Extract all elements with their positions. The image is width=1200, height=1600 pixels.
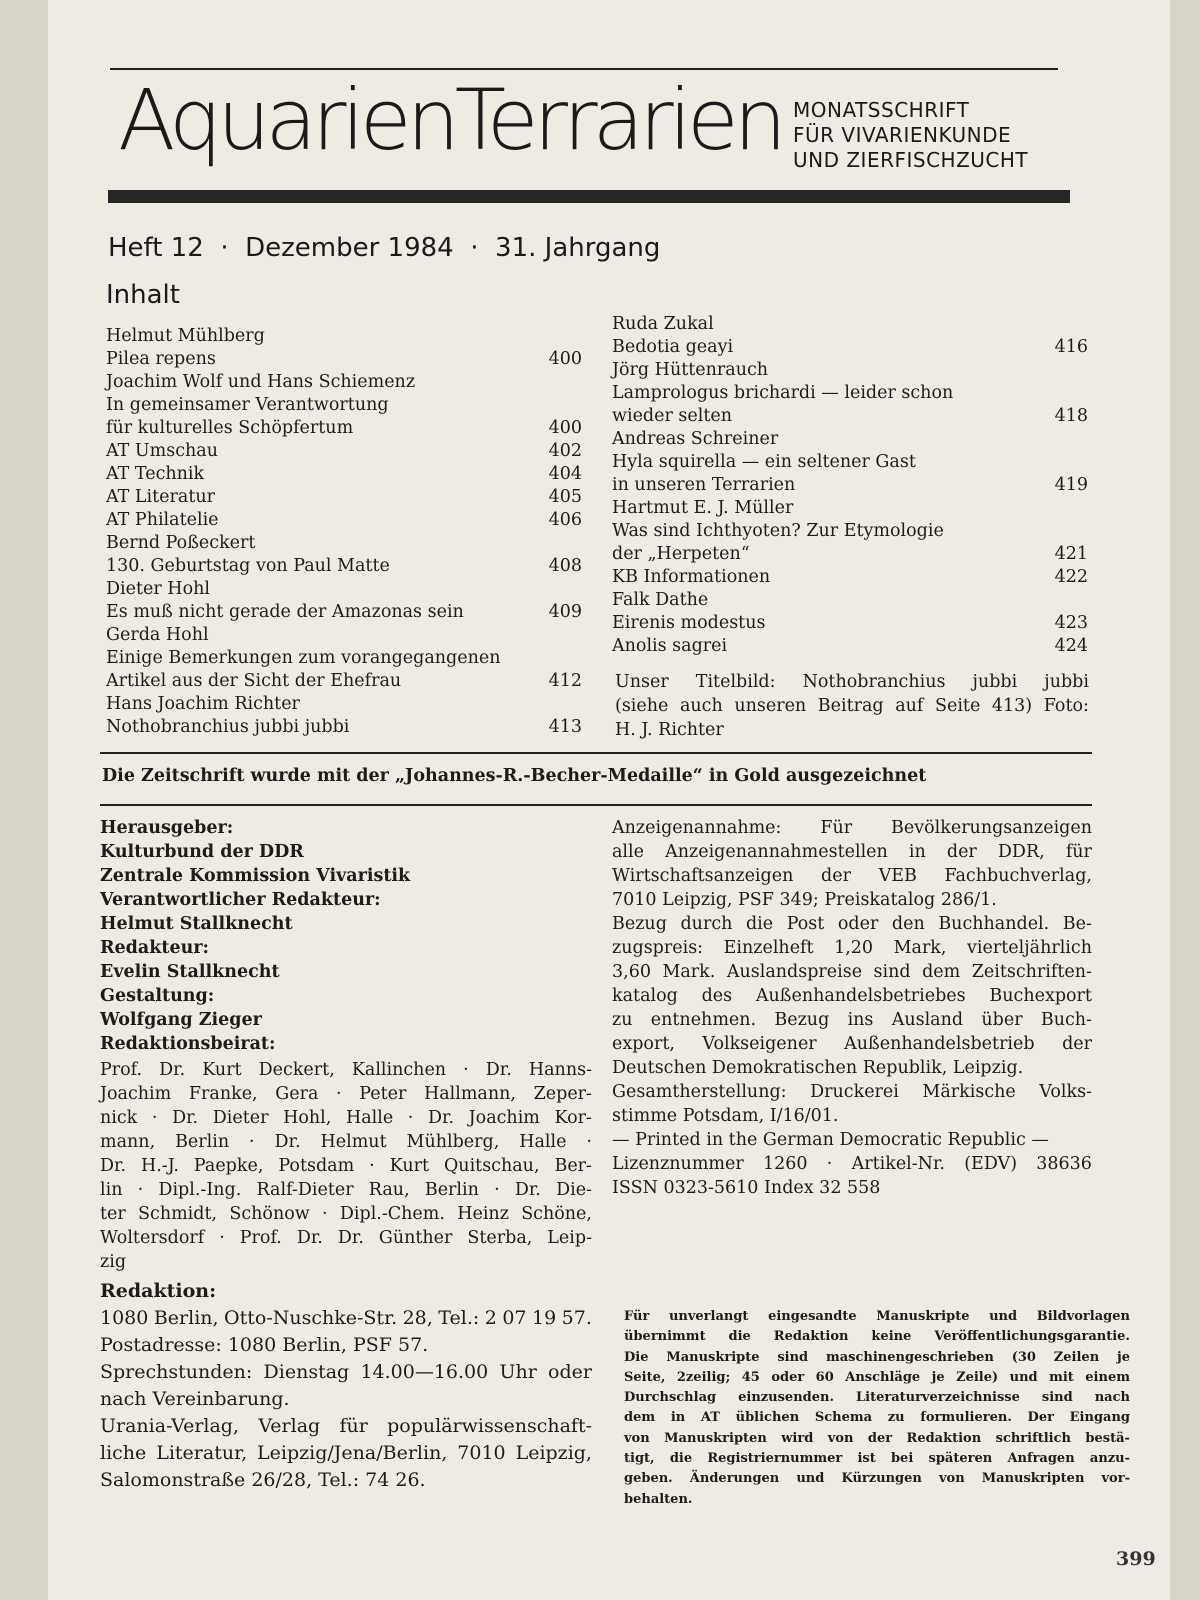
- issue-line: Heft 12 · Dezember 1984 · 31. Jahrgang: [108, 233, 661, 263]
- toc-entry-title: für kulturelles Schöpfertum: [106, 418, 354, 438]
- text-line: behalten.: [624, 1491, 693, 1507]
- toc-entry-title: AT Philatelie: [106, 510, 219, 530]
- text-line: übernimmt die Redaktion keine Veröffentlichungsgarantie.: [624, 1329, 1130, 1345]
- toc-entry: [612, 313, 1088, 336]
- toc-entry-page: 409: [548, 602, 582, 622]
- toc-entry: [612, 589, 1088, 612]
- staff-line: Helmut Stallknecht: [100, 914, 293, 934]
- toc-entry: [106, 555, 582, 578]
- toc-entry-page: 400: [548, 418, 582, 438]
- toc-right-column: [612, 313, 1088, 658]
- toc-entry: [612, 451, 1088, 474]
- toc-entry-page: 402: [548, 441, 582, 461]
- toc-entry-page: 408: [548, 556, 582, 576]
- cover-note: [615, 670, 1089, 742]
- text-line: von Manuskripten wird von der Redaktion schriftlich bestä-: [624, 1430, 1130, 1446]
- toc-entry-page: 416: [1054, 337, 1088, 357]
- toc-entry-title: Artikel aus der Sicht der Ehefrau: [106, 671, 402, 691]
- toc-entry-page: 424: [1054, 636, 1088, 656]
- toc-entry-title: Gerda Hohl: [106, 625, 209, 645]
- text-line: 1080 Berlin, Otto-Nuschke-Str. 28, Tel.: 2 07 19 57.: [100, 1307, 592, 1329]
- subtitle-line: MONATSSCHRIFT: [793, 98, 970, 122]
- masthead-bar: [108, 190, 1070, 203]
- text-line: nach Vereinbarung.: [100, 1388, 290, 1410]
- toc-entry-title: Dieter Hohl: [106, 579, 210, 599]
- text-line: 7010 Leipzig, PSF 349; Preiskatalog 286/1.: [612, 890, 997, 910]
- toc-entry-page: 404: [548, 464, 582, 484]
- text-line: Prof. Dr. Kurt Deckert, Kallinchen · Dr. Hanns-: [100, 1060, 592, 1080]
- toc-entry-title: Pilea repens: [106, 349, 216, 369]
- toc-entry-page: 400: [548, 349, 582, 369]
- toc-entry-page: 413: [548, 717, 582, 737]
- toc-entry: [106, 486, 582, 509]
- text-line: tigt, die Registriernummer ist bei späteren Anfragen anzu-: [624, 1451, 1130, 1467]
- toc-entry-page: 422: [1054, 567, 1088, 587]
- toc-entry-page: 405: [548, 487, 582, 507]
- divider-rule: [100, 752, 1092, 754]
- page-number: 399: [1116, 1548, 1156, 1570]
- text-line: Dr. H.-J. Paepke, Potsdam · Kurt Quitschau, Ber-: [100, 1156, 592, 1176]
- toc-entry-title: Einige Bemerkungen zum vorangegangenen: [106, 648, 501, 668]
- text-line: nick · Dr. Dieter Hohl, Halle · Dr. Joachim Kor-: [100, 1108, 592, 1128]
- subtitle-line: UND ZIERFISCHZUCHT: [793, 148, 1029, 172]
- toc-left-column: [106, 325, 582, 739]
- impressum-right: [612, 816, 1092, 1200]
- text-line: Salomonstraße 26/28, Tel.: 74 26.: [100, 1469, 426, 1491]
- impressum-left: [100, 816, 592, 1494]
- text-line: lin · Dipl.-Ing. Ralf-Dieter Rau, Berlin · Dr. Die-: [100, 1180, 592, 1200]
- text-line: 3,60 Mark. Auslandspreise sind dem Zeitschriften-: [612, 962, 1092, 982]
- toc-entry-title: Es muß nicht gerade der Amazonas sein: [106, 602, 464, 622]
- toc-entry-title: der „Herpeten“: [612, 544, 750, 564]
- text-line: alle Anzeigenannahmestellen in der DDR, für: [612, 842, 1092, 862]
- text-line: stimme Potsdam, I/16/01.: [612, 1106, 839, 1126]
- staff-line: Zentrale Kommission Vivaristik: [100, 866, 411, 886]
- contents-heading: Inhalt: [106, 280, 180, 310]
- toc-entry-title: KB Informationen: [612, 567, 771, 587]
- staff-line: Evelin Stallknecht: [100, 962, 280, 982]
- toc-entry: [106, 624, 582, 647]
- toc-entry: [106, 371, 582, 394]
- toc-entry-title: Hartmut E. J. Müller: [612, 498, 794, 518]
- toc-entry-title: Nothobranchius jubbi jubbi: [106, 717, 350, 737]
- staff-line: Verantwortlicher Redakteur:: [100, 890, 381, 910]
- text-line: dem in AT üblichen Schema zu formulieren. Der Eingang: [624, 1410, 1130, 1426]
- text-line: ter Schmidt, Schönow · Dipl.-Chem. Heinz Schöne,: [100, 1204, 592, 1224]
- text-line: export, Volkseigener Außenhandelsbetrieb der: [612, 1034, 1092, 1054]
- text-line: Anzeigenannahme: Für Bevölkerungsanzeigen: [612, 818, 1092, 838]
- editorial-board-list: [100, 1058, 592, 1274]
- toc-entry-title: Hyla squirella — ein seltener Gast: [612, 452, 916, 472]
- toc-entry-page: 406: [548, 510, 582, 530]
- toc-entry: [106, 601, 582, 624]
- text-line: geben. Änderungen und Kürzungen von Manuskripten vor-: [624, 1471, 1130, 1487]
- fine-print: [624, 1307, 1130, 1510]
- toc-entry-title: Falk Dathe: [612, 590, 709, 610]
- toc-entry-title: Andreas Schreiner: [612, 429, 779, 449]
- text-line: ISSN 0323-5610 Index 32 558: [612, 1178, 881, 1198]
- toc-entry: [106, 647, 582, 670]
- cover-note-line: H. J. Richter: [615, 720, 724, 740]
- toc-entry: [106, 325, 582, 348]
- toc-entry-title: in unseren Terrarien: [612, 475, 796, 495]
- cover-note-line: Unser Titelbild: Nothobranchius jubbi jubbi: [615, 672, 1089, 692]
- toc-entry-page: 423: [1054, 613, 1088, 633]
- text-line: Bezug durch die Post oder den Buchhandel. Be-: [612, 914, 1092, 934]
- text-line: katalog des Außenhandelsbetriebes Buchexport: [612, 986, 1092, 1006]
- masthead-title: AquarienTerrarien: [118, 71, 782, 169]
- toc-entry-title: Eirenis modestus: [612, 613, 766, 633]
- toc-entry: [612, 336, 1088, 359]
- toc-entry-page: 419: [1054, 475, 1088, 495]
- medal-note: Die Zeitschrift wurde mit der „Johannes-R.-Becher-Medaille“ in Gold ausgezeichnet: [102, 766, 927, 786]
- toc-entry-title: Anolis sagrei: [612, 636, 728, 656]
- text-line: Wirtschaftsanzeigen der VEB Fachbuchverlag,: [612, 866, 1092, 886]
- top-rule: [110, 68, 1058, 70]
- toc-entry: [612, 612, 1088, 635]
- toc-entry-title: 130. Geburtstag von Paul Matte: [106, 556, 390, 576]
- text-line: Joachim Franke, Gera · Peter Hallmann, Zeper-: [100, 1084, 592, 1104]
- text-line: Postadresse: 1080 Berlin, PSF 57.: [100, 1334, 429, 1356]
- toc-entry: [106, 693, 582, 716]
- text-line: zig: [100, 1252, 127, 1272]
- toc-entry-title: In gemeinsamer Verantwortung: [106, 395, 389, 415]
- text-line: Für unverlangt eingesandte Manuskripte und Bildvorlagen: [624, 1309, 1130, 1324]
- redaktion-heading: Redaktion:: [100, 1280, 217, 1302]
- toc-entry-page: 412: [548, 671, 582, 691]
- toc-entry: [612, 428, 1088, 451]
- toc-entry-page: 418: [1054, 406, 1088, 426]
- toc-entry: [106, 348, 582, 371]
- toc-entry-title: AT Technik: [106, 464, 205, 484]
- toc-entry: [612, 405, 1088, 428]
- impressum-staff: [100, 816, 592, 1056]
- toc-entry: [106, 532, 582, 555]
- toc-entry: [612, 359, 1088, 382]
- toc-entry-title: Joachim Wolf und Hans Schiemenz: [106, 372, 416, 392]
- text-line: mann, Berlin · Dr. Helmut Mühlberg, Halle ·: [100, 1132, 592, 1152]
- divider-rule: [100, 804, 1092, 806]
- staff-line: Gestaltung:: [100, 986, 215, 1006]
- staff-line: Wolfgang Zieger: [100, 1010, 262, 1030]
- staff-line: Herausgeber:: [100, 818, 234, 838]
- toc-entry: [612, 474, 1088, 497]
- toc-entry-title: Was sind Ichthyoten? Zur Etymologie: [612, 521, 944, 541]
- toc-entry-title: Ruda Zukal: [612, 314, 714, 334]
- toc-entry-title: Hans Joachim Richter: [106, 694, 300, 714]
- subtitle-line: FÜR VIVARIENKUNDE: [793, 123, 1012, 147]
- toc-entry: [106, 417, 582, 440]
- text-line: Sprechstunden: Dienstag 14.00—16.00 Uhr oder: [100, 1361, 592, 1383]
- text-line: Die Manuskripte sind maschinengeschrieben (30 Zeilen je: [624, 1349, 1130, 1365]
- toc-entry: [612, 497, 1088, 520]
- text-line: Deutschen Demokratischen Republik, Leipzig.: [612, 1058, 1024, 1078]
- toc-entry: [612, 382, 1088, 405]
- staff-line: Redakteur:: [100, 938, 209, 958]
- staff-line: Redaktionsbeirat:: [100, 1034, 276, 1054]
- text-line: Woltersdorf · Prof. Dr. Dr. Günther Sterba, Leip-: [100, 1228, 592, 1248]
- toc-entry: [106, 509, 582, 532]
- toc-entry: [106, 670, 582, 693]
- toc-entry-title: Helmut Mühlberg: [106, 326, 265, 346]
- text-line: liche Literatur, Leipzig/Jena/Berlin, 7010 Leipzig,: [100, 1442, 592, 1464]
- toc-entry-title: AT Literatur: [106, 487, 215, 507]
- toc-entry: [612, 635, 1088, 658]
- toc-entry: [612, 543, 1088, 566]
- staff-line: Kulturbund der DDR: [100, 842, 304, 862]
- toc-entry-title: wieder selten: [612, 406, 733, 426]
- text-line: Urania-Verlag, Verlag für populärwissenschaft-: [100, 1415, 592, 1437]
- toc-entry: [612, 566, 1088, 589]
- toc-entry-title: Lamprologus brichardi — leider schon: [612, 383, 954, 403]
- toc-entry: [106, 578, 582, 601]
- toc-entry: [106, 463, 582, 486]
- toc-entry-title: Jörg Hüttenrauch: [612, 360, 769, 380]
- text-line: zu entnehmen. Bezug ins Ausland über Buch-: [612, 1010, 1092, 1030]
- redaktion-block: [100, 1278, 592, 1494]
- redaktion-address: [100, 1305, 592, 1494]
- toc-entry: [106, 716, 582, 739]
- text-line: zugspreis: Einzelheft 1,20 Mark, vierteljährlich: [612, 938, 1092, 958]
- text-line: Gesamtherstellung: Druckerei Märkische Volks-: [612, 1082, 1092, 1102]
- text-line: — Printed in the German Democratic Republic —: [612, 1130, 1049, 1150]
- toc-entry-title: AT Umschau: [106, 441, 219, 461]
- toc-entry-title: Bernd Poßeckert: [106, 533, 256, 553]
- toc-entry: [106, 440, 582, 463]
- text-line: Seite, 2zeilig; 45 oder 60 Anschläge je Zeile) und mit einem: [624, 1369, 1130, 1385]
- toc-entry-page: 421: [1054, 544, 1088, 564]
- toc-entry: [106, 394, 582, 417]
- cover-note-line: (siehe auch unseren Beitrag auf Seite 413) Foto:: [615, 696, 1089, 716]
- toc-entry: [612, 520, 1088, 543]
- toc-entry-title: Bedotia geayi: [612, 337, 734, 357]
- masthead-subtitle: [793, 98, 1028, 173]
- text-line: Durchschlag einzusenden. Literaturverzeichnisse sind nach: [624, 1390, 1130, 1406]
- text-line: Lizenznummer 1260 · Artikel-Nr. (EDV) 38636: [612, 1154, 1092, 1174]
